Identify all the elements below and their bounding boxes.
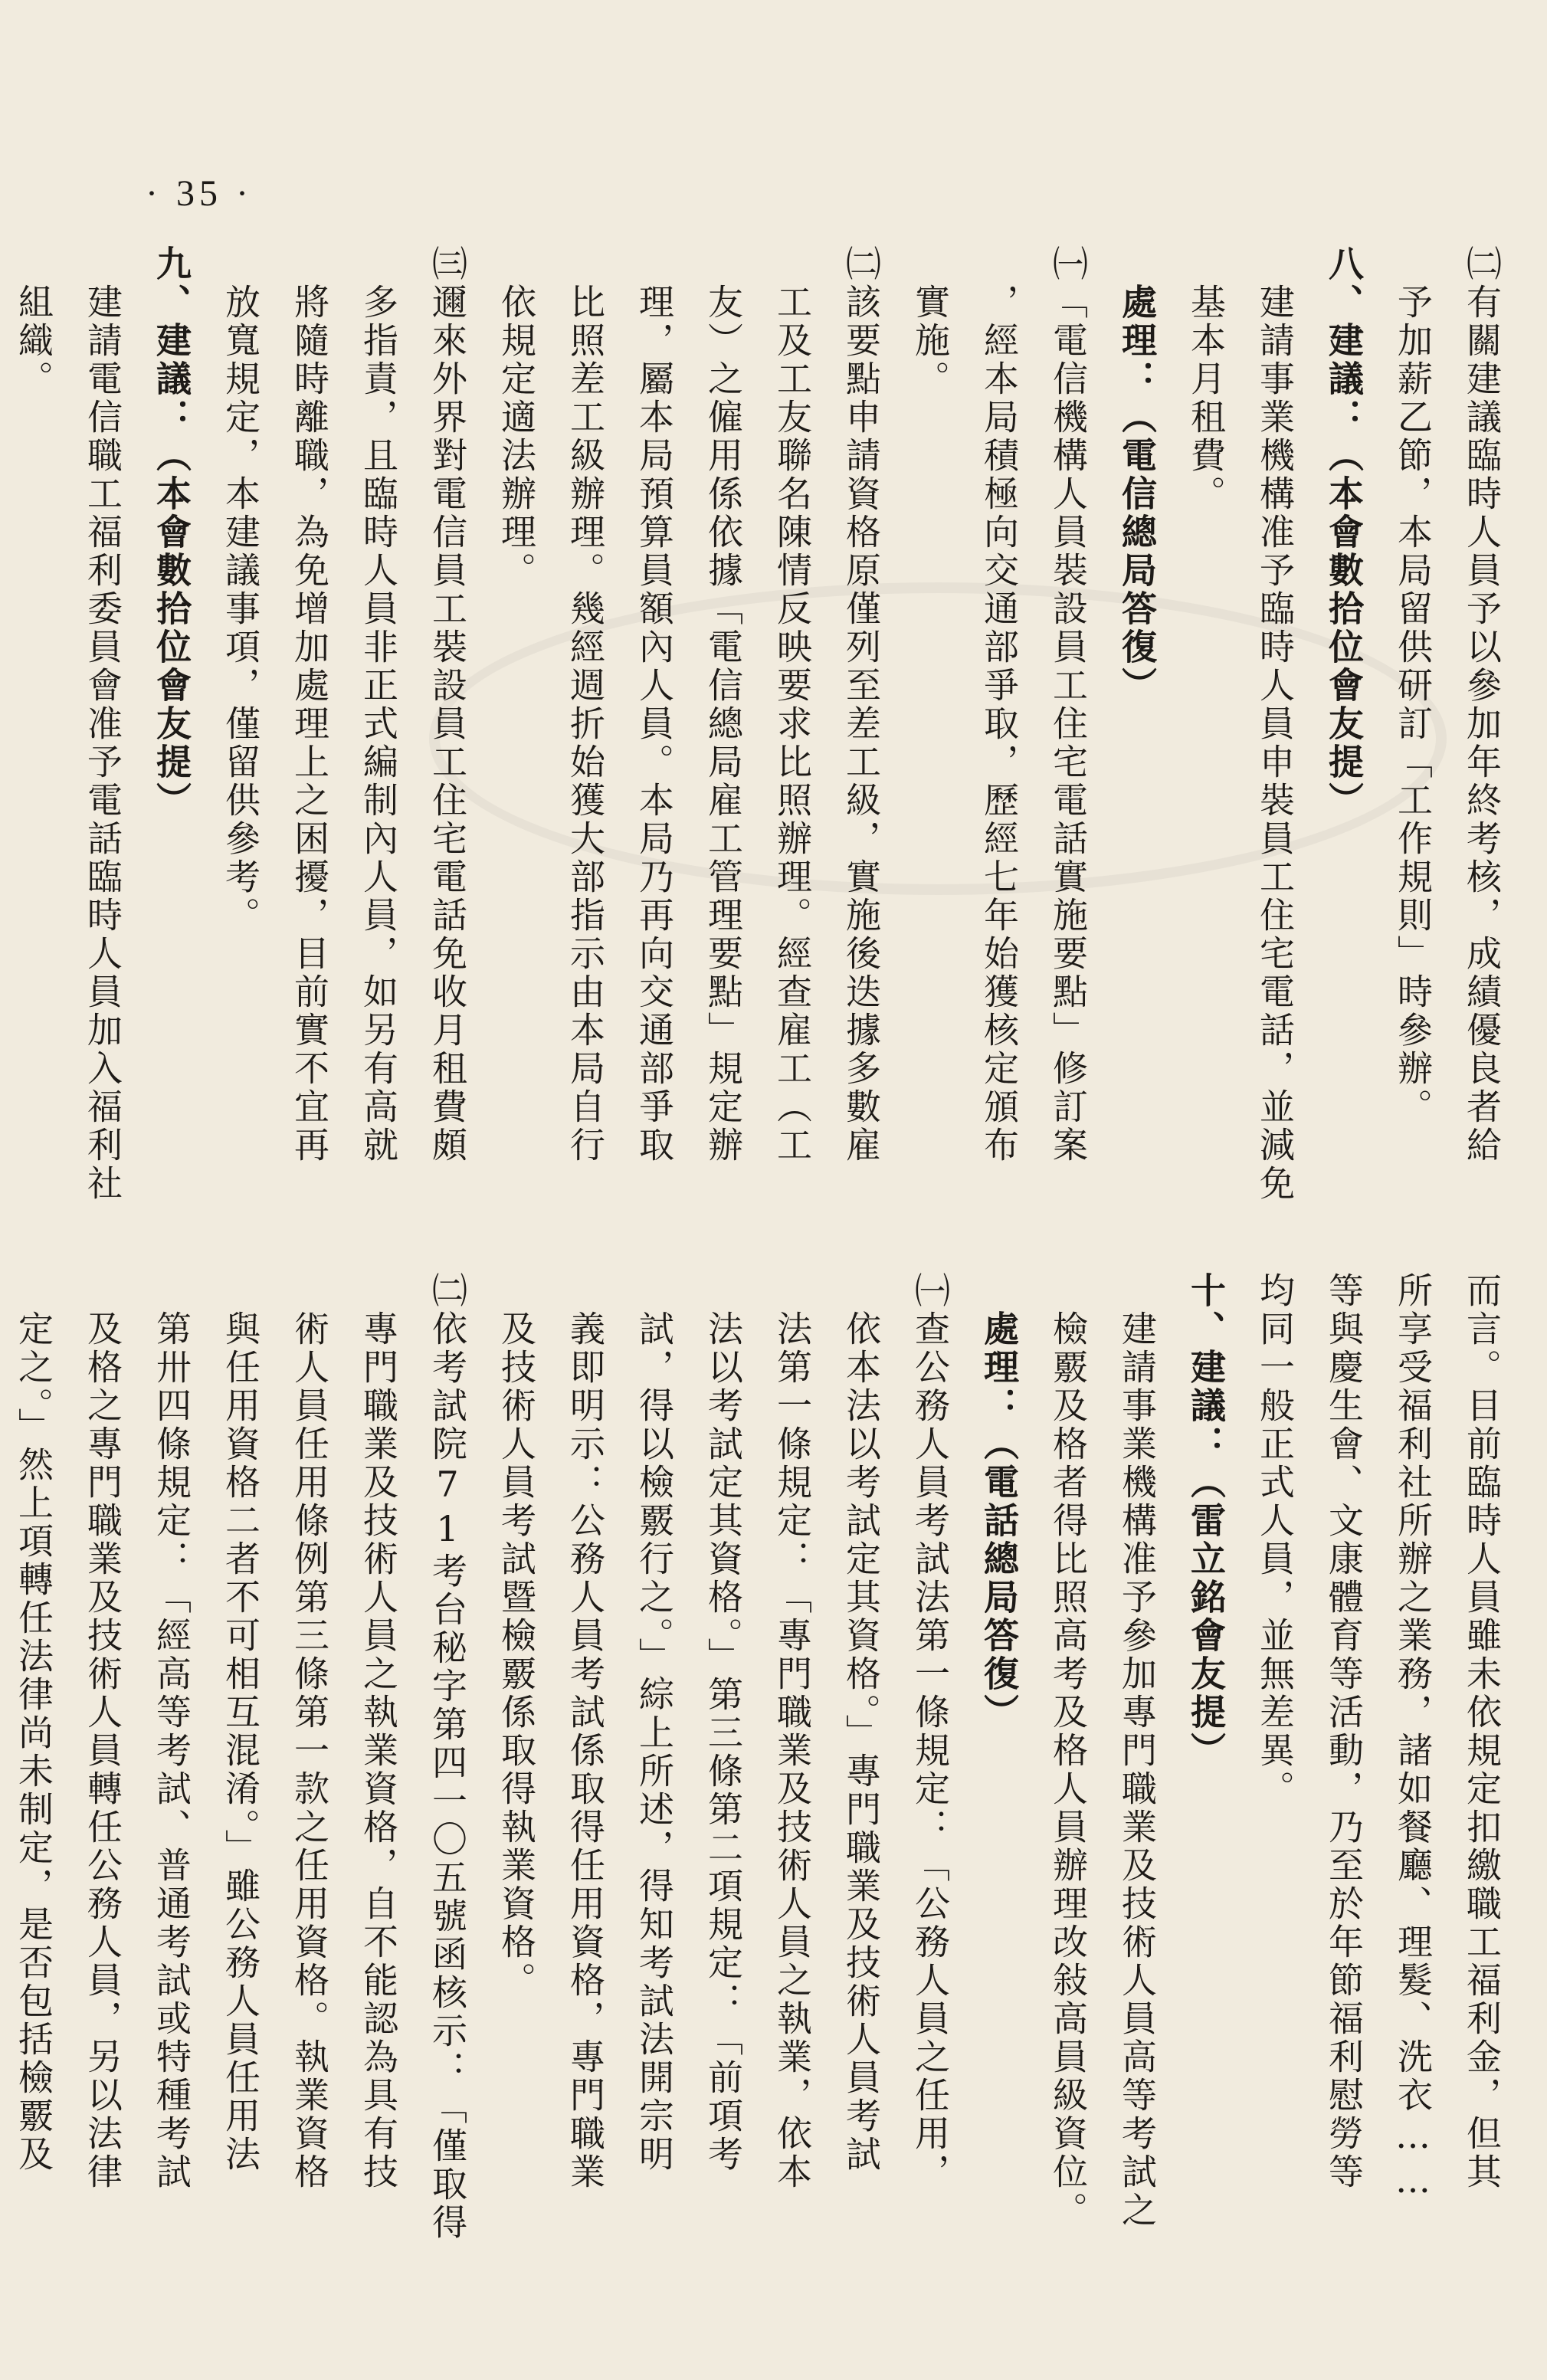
text-column: 等與慶生會、文康體育等活動，乃至於年節福利慰勞等 [1323, 1272, 1365, 2192]
text-column: 及技術人員考試暨檢覈係取得執業資格。 [496, 1272, 537, 2000]
text-column: 友）之僱用係依據「電信總局雇工管理要點」規定辦 [703, 245, 744, 1165]
text-column: 基本月租費。 [1185, 245, 1227, 513]
text-column: 工及工友聯名陳情反映要求比照辦理。經查雇工（工 [772, 245, 813, 1165]
text-column: 多指責，且臨時人員非正式編制內人員，如另有高就 [358, 245, 399, 1165]
text-column: 試，得以檢覈行之。」綜上所述，得知考試法開宗明 [634, 1272, 675, 2174]
reply-heading: 處理：（電話總局答復） [978, 1272, 1020, 1732]
section-heading: 十、建議：（雷立銘會友提） [1185, 1272, 1227, 1770]
text-column: ，經本局積極向交通部爭取，歷經七年始獲核定頒布 [978, 245, 1020, 1165]
text-column: 依本法以考試定其資格。」專門職業及技術人員考試 [841, 1272, 882, 2174]
text-column: 所享受福利社所辦之業務，諸如餐廳、理髮、洗衣…… [1392, 1272, 1434, 2204]
text-column: 建請事業機構准予參加專門職業及技術人員高等考試之 [1116, 1272, 1158, 2230]
section-heading: 九、建議：（本會數拾位會友提） [151, 245, 192, 820]
text-column: 理，屬本局預算員額內人員。本局乃再向交通部爭取 [634, 245, 675, 1165]
text-column: 予加薪乙節，本局留供研訂「工作規則」時參辦。 [1392, 245, 1434, 1126]
text-column: 法第一條規定：「專門職業及技術人員之執業，依本 [772, 1272, 813, 2192]
text-column: 組織。 [13, 245, 54, 398]
reply-heading: 處理：（電信總局答復） [1116, 245, 1158, 705]
text-column: 術人員任用條例第三條第一款之任用資格。執業資格 [289, 1272, 330, 2192]
text-column: 及格之專門職業及技術人員轉任公務人員，另以法律 [82, 1272, 123, 2192]
page-number: · 35 · [146, 173, 253, 214]
text-column: ㈢邇來外界對電信員工裝設員工住宅電話免收月租費頗 [427, 245, 468, 1165]
text-column: 放寬規定，本建議事項，僅留供參考。 [220, 245, 261, 935]
section-heading: 八、建議：（本會數拾位會友提） [1323, 245, 1365, 820]
lower-text-block [0, 1272, 1516, 2268]
text-column: 將隨時離職，為免增加處理上之困擾，目前實不宜再 [289, 245, 330, 1165]
text-column: 建請事業機構准予臨時人員申裝員工住宅電話，並減免 [1254, 245, 1296, 1203]
text-column: 而言。目前臨時人員雖未依規定扣繳職工福利金，但其 [1461, 1272, 1503, 2192]
text-column: 定之。」然上項轉任法律尚未制定，是否包括檢覈及 [13, 1272, 54, 2174]
text-column: 均同一般正式人員，並無差異。 [1254, 1272, 1296, 1808]
text-column: ㈠查公務人員考試法第一條規定：「公務人員之任用， [910, 1272, 951, 2192]
text-column: 義即明示：公務人員考試係取得任用資格，專門職業 [565, 1272, 606, 2192]
text-column: 依規定適法辦理。 [496, 245, 537, 590]
text-column: 檢覈及格者得比照高考及格人員辦理改敍高員級資位。 [1047, 1272, 1089, 2230]
text-column: ㈡依考試院71考台秘字第四一〇五號函核示：「僅取得 [427, 1272, 468, 2242]
text-column: 與任用資格二者不可相互混淆。」雖公務人員任用法 [220, 1272, 261, 2174]
text-column: 實施。 [910, 245, 951, 398]
text-column: 法以考試定其資格。」第三條第二項規定：「前項考 [703, 1272, 744, 2174]
upper-text-block [0, 245, 1516, 1234]
text-column: 比照差工級辦理。幾經週折始獲大部指示由本局自行 [565, 245, 606, 1165]
text-column: ㈡有關建議臨時人員予以參加年終考核，成績優良者給 [1461, 245, 1503, 1165]
text-column: 專門職業及技術人員之執業資格，自不能認為具有技 [358, 1272, 399, 2192]
text-column: ㈡該要點申請資格原僅列至差工級，實施後迭據多數雇 [841, 245, 882, 1165]
text-column: ㈠「電信機構人員裝設員工住宅電話實施要點」修訂案 [1047, 245, 1089, 1165]
text-column: 第卅四條規定：「經高等考試、普通考試或特種考試 [151, 1272, 192, 2192]
text-column: 建請電信職工福利委員會准予電話臨時人員加入福利社 [82, 245, 123, 1203]
